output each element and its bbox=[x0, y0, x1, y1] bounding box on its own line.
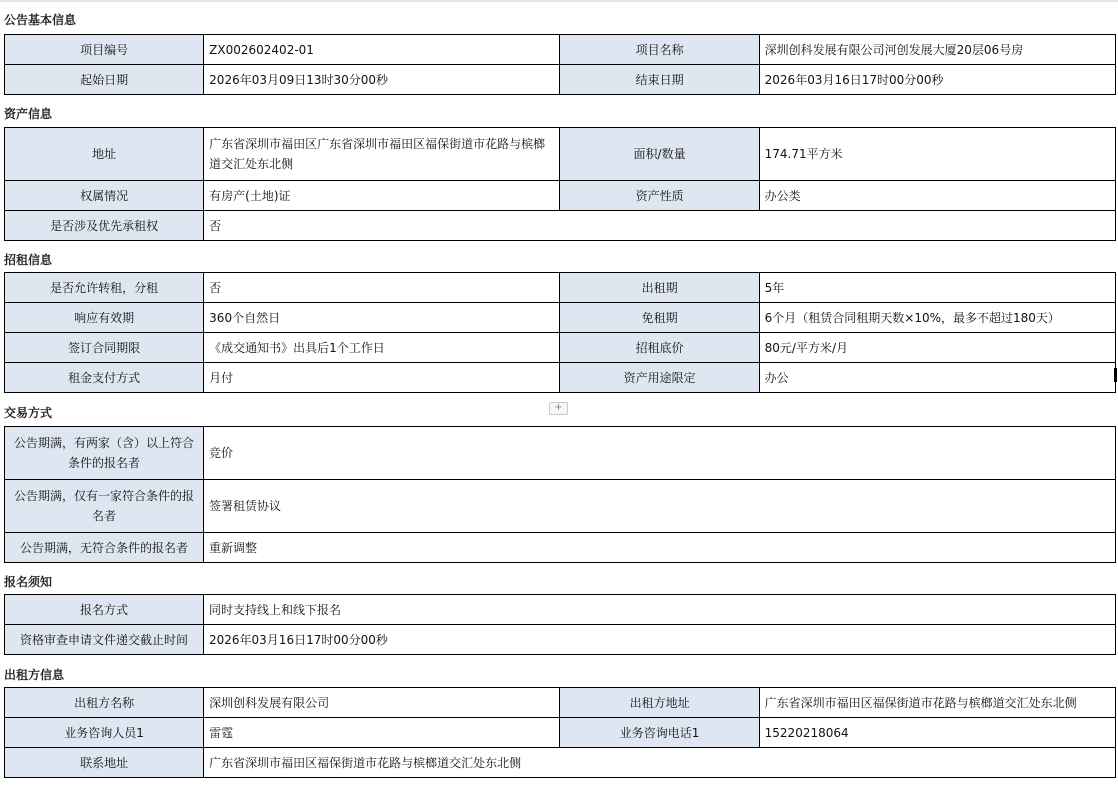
table-row bbox=[5, 718, 1116, 748]
project-name-value: 深圳创科发展有限公司河创发展大厦20层06号房 bbox=[759, 35, 1115, 65]
no-bidder-value: 重新调整 bbox=[204, 533, 1116, 563]
table-row bbox=[5, 595, 1116, 625]
multi-bidder-value: 竞价 bbox=[204, 427, 1116, 480]
consult-phone-value: 15220218064 bbox=[759, 718, 1115, 748]
signup-table bbox=[4, 594, 1116, 655]
sublease-label: 是否允许转租，分租 bbox=[5, 273, 204, 303]
table-row bbox=[5, 128, 1116, 181]
table-row bbox=[5, 688, 1116, 718]
validity-label: 响应有效期 bbox=[5, 303, 204, 333]
contact-address-label: 联系地址 bbox=[5, 748, 204, 778]
multi-bidder-label: 公告期满，有两家（含）以上符合条件的报名者 bbox=[5, 427, 204, 480]
ownership-value: 有房产(土地)证 bbox=[204, 181, 560, 211]
table-row bbox=[5, 625, 1116, 655]
end-date-label: 结束日期 bbox=[560, 65, 759, 95]
lessor-info-table bbox=[4, 687, 1116, 778]
lessor-name-value: 深圳创科发展有限公司 bbox=[204, 688, 560, 718]
consultant-value: 雷霆 bbox=[204, 718, 560, 748]
contract-deadline-value: 《成交通知书》出具后1个工作日 bbox=[204, 333, 560, 363]
project-number-value: ZX002602402-01 bbox=[204, 35, 560, 65]
trade-method-table bbox=[4, 426, 1116, 563]
lease-term-value: 5年 bbox=[759, 273, 1115, 303]
project-name-label: 项目名称 bbox=[560, 35, 759, 65]
table-row bbox=[5, 363, 1116, 393]
lease-info-table bbox=[4, 272, 1116, 393]
validity-value: 360个自然日 bbox=[204, 303, 560, 333]
table-row bbox=[5, 748, 1116, 778]
priority-lease-label: 是否涉及优先承租权 bbox=[5, 211, 204, 241]
table-row bbox=[5, 333, 1116, 363]
table-row bbox=[5, 181, 1116, 211]
usage-restriction-value: 办公 bbox=[759, 363, 1115, 393]
add-button[interactable]: + bbox=[549, 402, 568, 415]
table-row bbox=[5, 273, 1116, 303]
table-row bbox=[5, 480, 1116, 533]
table-row bbox=[5, 303, 1116, 333]
rent-free-value: 6个月（租赁合同租期天数×10%，最多不超过180天） bbox=[759, 303, 1115, 333]
address-value: 广东省深圳市福田区广东省深圳市福田区福保街道市花路与槟榔道交汇处东北侧 bbox=[204, 128, 560, 181]
table-row bbox=[5, 533, 1116, 563]
table-row bbox=[5, 427, 1116, 480]
basic-info-table bbox=[4, 34, 1116, 95]
sublease-value: 否 bbox=[204, 273, 560, 303]
table-row bbox=[5, 65, 1116, 95]
ownership-label: 权属情况 bbox=[5, 181, 204, 211]
asset-nature-value: 办公类 bbox=[759, 181, 1115, 211]
start-date-value: 2026年03月09日13时30分00秒 bbox=[204, 65, 560, 95]
single-bidder-value: 签署租赁协议 bbox=[204, 480, 1116, 533]
section-title-signup: 报名须知 bbox=[4, 575, 53, 589]
doc-deadline-value: 2026年03月16日17时00分00秒 bbox=[204, 625, 1116, 655]
lessor-name-label: 出租方名称 bbox=[5, 688, 204, 718]
contact-address-value: 广东省深圳市福田区福保街道市花路与槟榔道交汇处东北侧 bbox=[204, 748, 1116, 778]
reserve-price-value: 80元/平方米/月 bbox=[759, 333, 1115, 363]
no-bidder-label: 公告期满，无符合条件的报名者 bbox=[5, 533, 204, 563]
section-title-basic: 公告基本信息 bbox=[4, 13, 77, 27]
signup-method-label: 报名方式 bbox=[5, 595, 204, 625]
section-title-trade: 交易方式 bbox=[4, 406, 53, 420]
payment-method-label: 租金支付方式 bbox=[5, 363, 204, 393]
area-value: 174.71平方米 bbox=[759, 128, 1115, 181]
end-date-value: 2026年03月16日17时00分00秒 bbox=[759, 65, 1115, 95]
project-number-label: 项目编号 bbox=[5, 35, 204, 65]
signup-method-value: 同时支持线上和线下报名 bbox=[204, 595, 1116, 625]
table-row bbox=[5, 35, 1116, 65]
doc-deadline-label: 资格审查申请文件递交截止时间 bbox=[5, 625, 204, 655]
top-divider bbox=[0, 0, 1118, 2]
priority-lease-value: 否 bbox=[204, 211, 1116, 241]
reserve-price-label: 招租底价 bbox=[560, 333, 759, 363]
asset-nature-label: 资产性质 bbox=[560, 181, 759, 211]
payment-method-value: 月付 bbox=[204, 363, 560, 393]
lessor-address-value: 广东省深圳市福田区福保街道市花路与槟榔道交汇处东北侧 bbox=[759, 688, 1115, 718]
usage-restriction-label: 资产用途限定 bbox=[560, 363, 759, 393]
contract-deadline-label: 签订合同期限 bbox=[5, 333, 204, 363]
area-label: 面积/数量 bbox=[560, 128, 759, 181]
section-title-asset: 资产信息 bbox=[4, 107, 53, 121]
text-cursor bbox=[1114, 368, 1117, 382]
start-date-label: 起始日期 bbox=[5, 65, 204, 95]
section-title-lease: 招租信息 bbox=[4, 253, 53, 267]
single-bidder-label: 公告期满，仅有一家符合条件的报名者 bbox=[5, 480, 204, 533]
address-label: 地址 bbox=[5, 128, 204, 181]
lessor-address-label: 出租方地址 bbox=[560, 688, 759, 718]
consultant-label: 业务咨询人员1 bbox=[5, 718, 204, 748]
section-title-lessor: 出租方信息 bbox=[4, 668, 65, 682]
consult-phone-label: 业务咨询电话1 bbox=[560, 718, 759, 748]
asset-info-table bbox=[4, 127, 1116, 241]
lease-term-label: 出租期 bbox=[560, 273, 759, 303]
table-row bbox=[5, 211, 1116, 241]
rent-free-label: 免租期 bbox=[560, 303, 759, 333]
